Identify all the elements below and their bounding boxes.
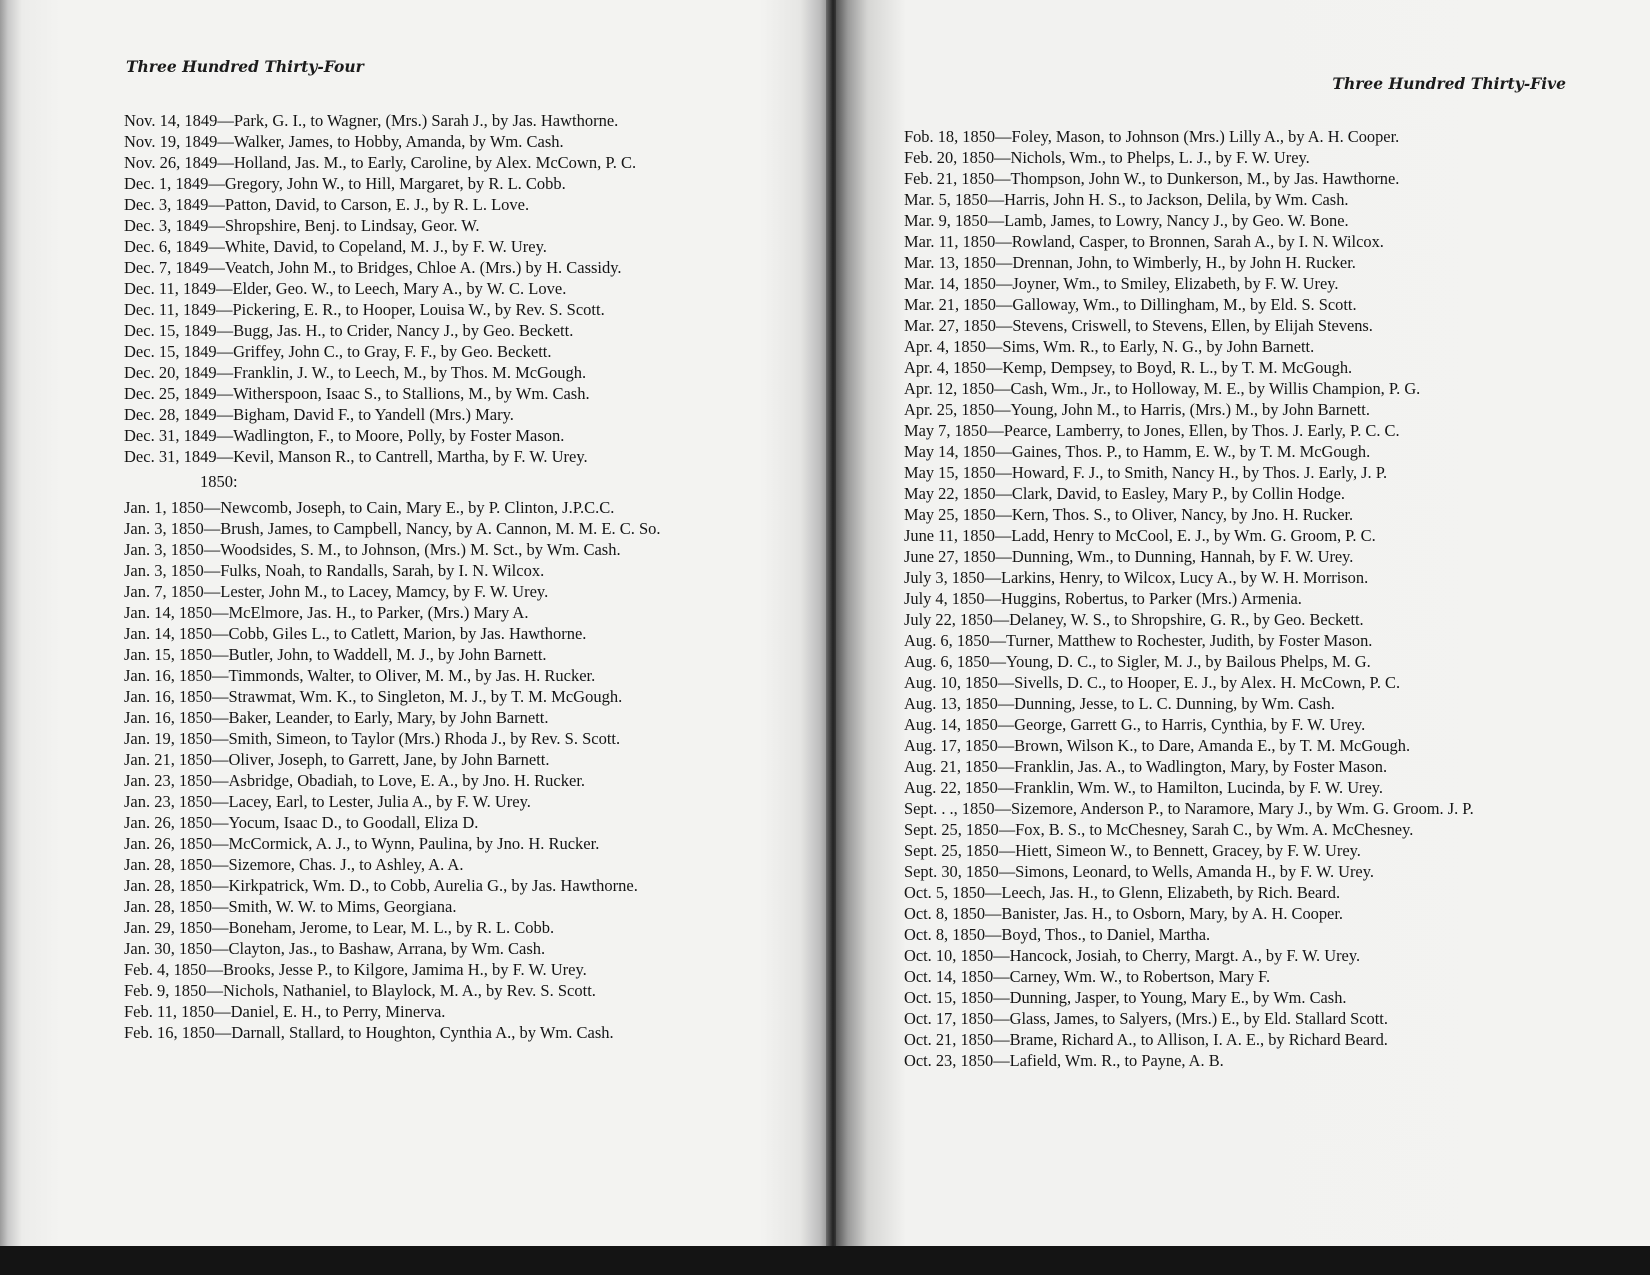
marriage-record-entry: Dec. 20, 1849—Franklin, J. W., to Leech, M., by Thos. M. McGough.: [124, 363, 587, 382]
marriage-record-entry: Sept. 25, 1850—Hiett, Simeon W., to Bennett, Gracey, by F. W. Urey.: [904, 841, 1361, 860]
marriage-record-entry: Aug. 10, 1850—Sivells, D. C., to Hooper, E. J., by Alex. H. McCown, P. C.: [904, 673, 1401, 692]
marriage-record-entry: Feb. 16, 1850—Darnall, Stallard, to Houghton, Cynthia A., by Wm. Cash.: [124, 1023, 614, 1042]
marriage-record-entry: Mar. 14, 1850—Joyner, Wm., to Smiley, Elizabeth, by F. W. Urey.: [904, 274, 1339, 293]
marriage-record-entry: Mar. 5, 1850—Harris, John H. S., to Jackson, Delila, by Wm. Cash.: [904, 190, 1349, 209]
marriage-record-entry: Jan. 15, 1850—Butler, John, to Waddell, M. J., by John Barnett.: [124, 645, 547, 664]
marriage-record-entry: Apr. 4, 1850—Kemp, Dempsey, to Boyd, R. L., by T. M. McGough.: [904, 358, 1353, 377]
marriage-record-entry: Jan. 16, 1850—Strawmat, Wm. K., to Singleton, M. J., by T. M. McGough.: [124, 687, 623, 706]
marriage-record-entry: Sept. . ., 1850—Sizemore, Anderson P., to Naramore, Mary J., by Wm. G. Groom. J. P.: [904, 799, 1474, 818]
marriage-record-entry: Jan. 16, 1850—Timmonds, Walter, to Oliver, M. M., by Jas. H. Rucker.: [124, 666, 596, 685]
marriage-record-entry: Aug. 13, 1850—Dunning, Jesse, to L. C. Dunning, by Wm. Cash.: [904, 694, 1335, 713]
marriage-record-entry: Oct. 21, 1850—Brame, Richard A., to Allison, I. A. E., by Richard Beard.: [904, 1030, 1388, 1049]
marriage-record-entry: May 22, 1850—Clark, David, to Easley, Mary P., by Collin Hodge.: [904, 484, 1345, 503]
marriage-record-entry: July 22, 1850—Delaney, W. S., to Shropshire, G. R., by Geo. Beckett.: [904, 610, 1364, 629]
marriage-record-entry: Jan. 1, 1850—Newcomb, Joseph, to Cain, Mary E., by P. Clinton, J.P.C.C.: [124, 498, 615, 517]
marriage-record-entry: Mar. 9, 1850—Lamb, James, to Lowry, Nancy J., by Geo. W. Bone.: [904, 211, 1349, 230]
marriage-record-entry: Jan. 21, 1850—Oliver, Joseph, to Garrett, Jane, by John Barnett.: [124, 750, 550, 769]
marriage-record-entry: Dec. 3, 1849—Patton, David, to Carson, E. J., by R. L. Love.: [124, 195, 530, 214]
marriage-record-entry: Aug. 22, 1850—Franklin, Wm. W., to Hamilton, Lucinda, by F. W. Urey.: [904, 778, 1383, 797]
marriage-record-entry: July 3, 1850—Larkins, Henry, to Wilcox, Lucy A., by W. H. Morrison.: [904, 568, 1369, 587]
marriage-record-entry: Dec. 3, 1849—Shropshire, Benj. to Lindsay, Geor. W.: [124, 216, 480, 235]
marriage-record-entry: Jan. 29, 1850—Boneham, Jerome, to Lear, M. L., by R. L. Cobb.: [124, 918, 555, 937]
marriage-record-entry: May 14, 1850—Gaines, Thos. P., to Hamm, E. W., by T. M. McGough.: [904, 442, 1371, 461]
marriage-record-entry: Oct. 5, 1850—Leech, Jas. H., to Glenn, Elizabeth, by Rich. Beard.: [904, 883, 1341, 902]
marriage-record-entry: Feb. 20, 1850—Nichols, Wm., to Phelps, L. J., by F. W. Urey.: [904, 148, 1310, 167]
marriage-record-entry: Feb. 21, 1850—Thompson, John W., to Dunkerson, M., by Jas. Hawthorne.: [904, 169, 1400, 188]
marriage-record-entry: May 7, 1850—Pearce, Lamberry, to Jones, Ellen, by Thos. J. Early, P. C. C.: [904, 421, 1400, 440]
marriage-record-entry: Apr. 12, 1850—Cash, Wm., Jr., to Holloway, M. E., by Willis Champion, P. G.: [904, 379, 1421, 398]
marriage-record-entry: Oct. 23, 1850—Lafield, Wm. R., to Payne, A. B.: [904, 1051, 1224, 1070]
marriage-record-entry: Nov. 14, 1849—Park, G. I., to Wagner, (Mrs.) Sarah J., by Jas. Hawthorne.: [124, 111, 619, 130]
marriage-record-entry: Oct. 8, 1850—Banister, Jas. H., to Osborn, Mary, by A. H. Cooper.: [904, 904, 1343, 923]
marriage-record-entry: Jan. 14, 1850—McElmore, Jas. H., to Parker, (Mrs.) Mary A.: [124, 603, 529, 622]
marriage-record-entry: Feb. 9, 1850—Nichols, Nathaniel, to Blaylock, M. A., by Rev. S. Scott.: [124, 981, 596, 1000]
marriage-record-entry: Jan. 3, 1850—Fulks, Noah, to Randalls, Sarah, by I. N. Wilcox.: [124, 561, 545, 580]
marriage-record-entry: Jan. 23, 1850—Asbridge, Obadiah, to Love, E. A., by Jno. H. Rucker.: [124, 771, 586, 790]
marriage-record-entry: Jan. 28, 1850—Kirkpatrick, Wm. D., to Cobb, Aurelia G., by Jas. Hawthorne.: [124, 876, 638, 895]
marriage-record-entry: Dec. 31, 1849—Wadlington, F., to Moore, Polly, by Foster Mason.: [124, 426, 565, 445]
marriage-record-entry: Feb. 4, 1850—Brooks, Jesse P., to Kilgore, Jamima H., by F. W. Urey.: [124, 960, 587, 979]
marriage-record-entry: Mar. 27, 1850—Stevens, Criswell, to Stevens, Ellen, by Elijah Stevens.: [904, 316, 1373, 335]
marriage-record-entry: Dec. 15, 1849—Griffey, John C., to Gray, F. F., by Geo. Beckett.: [124, 342, 552, 361]
marriage-record-entry: Sept. 30, 1850—Simons, Leonard, to Wells, Amanda H., by F. W. Urey.: [904, 862, 1374, 881]
marriage-record-entry: Jan. 19, 1850—Smith, Simeon, to Taylor (Mrs.) Rhoda J., by Rev. S. Scott.: [124, 729, 621, 748]
marriage-record-entry: Dec. 11, 1849—Pickering, E. R., to Hooper, Louisa W., by Rev. S. Scott.: [124, 300, 605, 319]
marriage-record-entry: Feb. 11, 1850—Daniel, E. H., to Perry, Minerva.: [124, 1002, 446, 1021]
marriage-record-entry: Sept. 25, 1850—Fox, B. S., to McChesney, Sarah C., by Wm. A. McChesney.: [904, 820, 1414, 839]
marriage-record-entry: Dec. 25, 1849—Witherspoon, Isaac S., to Stallions, M., by Wm. Cash.: [124, 384, 590, 403]
marriage-record-entry: Dec. 1, 1849—Gregory, John W., to Hill, Margaret, by R. L. Cobb.: [124, 174, 566, 193]
marriage-record-entry: Apr. 25, 1850—Young, John M., to Harris, (Mrs.) M., by John Barnett.: [904, 400, 1370, 419]
marriage-record-entry: Oct. 15, 1850—Dunning, Jasper, to Young, Mary E., by Wm. Cash.: [904, 988, 1347, 1007]
marriage-record-entry: Apr. 4, 1850—Sims, Wm. R., to Early, N. G., by John Barnett.: [904, 337, 1315, 356]
marriage-record-entry: Mar. 21, 1850—Galloway, Wm., to Dillingham, M., by Eld. S. Scott.: [904, 295, 1357, 314]
marriage-record-entry: Aug. 14, 1850—George, Garrett G., to Harris, Cynthia, by F. W. Urey.: [904, 715, 1366, 734]
marriage-record-entry: Dec. 6, 1849—White, David, to Copeland, M. J., by F. W. Urey.: [124, 237, 547, 256]
right-entry-list: [904, 126, 1568, 1071]
marriage-record-entry: Jan. 3, 1850—Woodsides, S. M., to Johnson, (Mrs.) M. Sct., by Wm. Cash.: [124, 540, 621, 559]
marriage-record-entry: Jan. 26, 1850—Yocum, Isaac D., to Goodall, Eliza D.: [124, 813, 479, 832]
right-page-header: Three Hundred Thirty-Five: [1332, 74, 1566, 93]
marriage-record-entry: Dec. 31, 1849—Kevil, Manson R., to Cantrell, Martha, by F. W. Urey.: [124, 447, 588, 466]
marriage-record-entry: May 15, 1850—Howard, F. J., to Smith, Nancy H., by Thos. J. Early, J. P.: [904, 463, 1388, 482]
marriage-record-entry: Dec. 11, 1849—Elder, Geo. W., to Leech, Mary A., by W. C. Love.: [124, 279, 567, 298]
marriage-record-entry: Oct. 8, 1850—Boyd, Thos., to Daniel, Martha.: [904, 925, 1211, 944]
marriage-record-entry: Mar. 13, 1850—Drennan, John, to Wimberly, H., by John H. Rucker.: [904, 253, 1356, 272]
marriage-record-entry: Oct. 10, 1850—Hancock, Josiah, to Cherry, Margt. A., by F. W. Urey.: [904, 946, 1361, 965]
left-entry-list: [124, 110, 776, 1043]
marriage-record-entry: Dec. 28, 1849—Bigham, David F., to Yandell (Mrs.) Mary.: [124, 405, 514, 424]
marriage-record-entry: June 27, 1850—Dunning, Wm., to Dunning, Hannah, by F. W. Urey.: [904, 547, 1354, 566]
marriage-record-entry: Jan. 16, 1850—Baker, Leander, to Early, Mary, by John Barnett.: [124, 708, 549, 727]
marriage-record-entry: Jan. 7, 1850—Lester, John M., to Lacey, Mamcy, by F. W. Urey.: [124, 582, 549, 601]
marriage-record-entry: Dec. 7, 1849—Veatch, John M., to Bridges, Chloe A. (Mrs.) by H. Cassidy.: [124, 258, 622, 277]
marriage-record-entry: Aug. 17, 1850—Brown, Wilson K., to Dare, Amanda E., by T. M. McGough.: [904, 736, 1411, 755]
marriage-record-entry: Jan. 30, 1850—Clayton, Jas., to Bashaw, Arrana, by Wm. Cash.: [124, 939, 546, 958]
left-page: [0, 0, 830, 1246]
marriage-record-entry: Nov. 19, 1849—Walker, James, to Hobby, Amanda, by Wm. Cash.: [124, 132, 564, 151]
marriage-record-entry: Aug. 6, 1850—Turner, Matthew to Rochester, Judith, by Foster Mason.: [904, 631, 1373, 650]
marriage-record-entry: Jan. 28, 1850—Sizemore, Chas. J., to Ashley, A. A.: [124, 855, 464, 874]
marriage-record-entry: Jan. 28, 1850—Smith, W. W. to Mims, Georgiana.: [124, 897, 457, 916]
year-heading: 1850:: [200, 472, 238, 491]
marriage-record-entry: Jan. 26, 1850—McCormick, A. J., to Wynn, Paulina, by Jno. H. Rucker.: [124, 834, 600, 853]
marriage-record-entry: June 11, 1850—Ladd, Henry to McCool, E. J., by Wm. G. Groom, P. C.: [904, 526, 1376, 545]
marriage-record-entry: Oct. 14, 1850—Carney, Wm. W., to Robertson, Mary F.: [904, 967, 1271, 986]
marriage-record-entry: Fob. 18, 1850—Foley, Mason, to Johnson (Mrs.) Lilly A., by A. H. Cooper.: [904, 127, 1400, 146]
marriage-record-entry: Mar. 11, 1850—Rowland, Casper, to Bronnen, Sarah A., by I. N. Wilcox.: [904, 232, 1384, 251]
scan-bottom-edge: [0, 1246, 1650, 1275]
marriage-record-entry: May 25, 1850—Kern, Thos. S., to Oliver, Nancy, by Jno. H. Rucker.: [904, 505, 1354, 524]
marriage-record-entry: Jan. 3, 1850—Brush, James, to Campbell, Nancy, by A. Cannon, M. M. E. C. So.: [124, 519, 661, 538]
marriage-record-entry: Jan. 23, 1850—Lacey, Earl, to Lester, Julia A., by F. W. Urey.: [124, 792, 531, 811]
marriage-record-entry: July 4, 1850—Huggins, Robertus, to Parker (Mrs.) Armenia.: [904, 589, 1302, 608]
marriage-record-entry: Oct. 17, 1850—Glass, James, to Salyers, (Mrs.) E., by Eld. Stallard Scott.: [904, 1009, 1388, 1028]
marriage-record-entry: Nov. 26, 1849—Holland, Jas. M., to Early, Caroline, by Alex. McCown, P. C.: [124, 153, 637, 172]
left-page-header: Three Hundred Thirty-Four: [126, 57, 364, 76]
marriage-record-entry: Aug. 21, 1850—Franklin, Jas. A., to Wadlington, Mary, by Foster Mason.: [904, 757, 1388, 776]
right-page: [836, 0, 1650, 1246]
marriage-record-entry: Aug. 6, 1850—Young, D. C., to Sigler, M. J., by Bailous Phelps, M. G.: [904, 652, 1371, 671]
marriage-record-entry: Dec. 15, 1849—Bugg, Jas. H., to Crider, Nancy J., by Geo. Beckett.: [124, 321, 574, 340]
marriage-record-entry: Jan. 14, 1850—Cobb, Giles L., to Catlett, Marion, by Jas. Hawthorne.: [124, 624, 587, 643]
